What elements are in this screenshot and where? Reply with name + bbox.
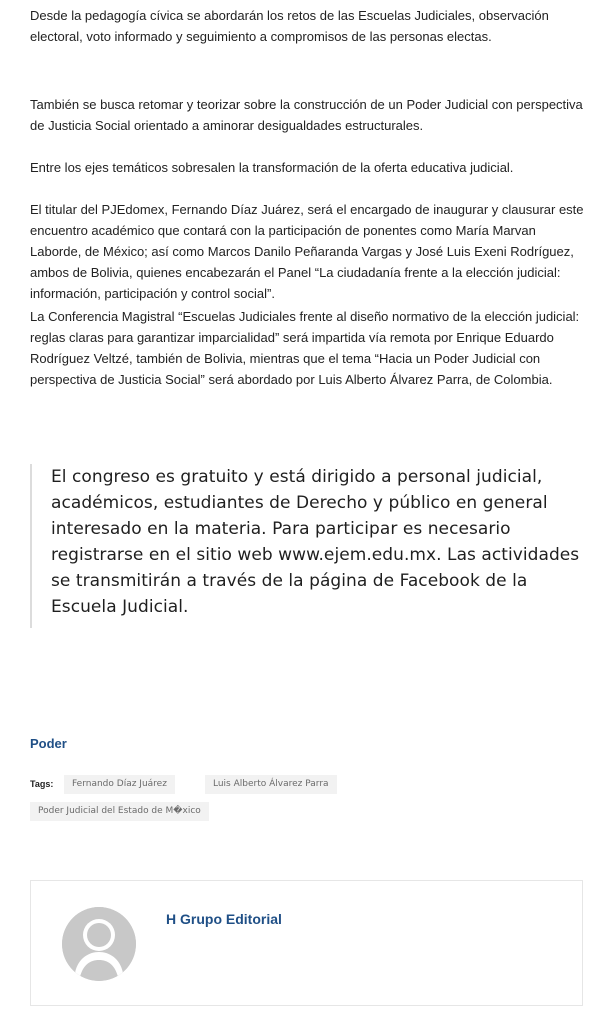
article-paragraph: También se busca retomar y teorizar sobre la construcción de un Poder Judicial con perspectiva de Justicia Social orientado a aminorar desigualdades estructurales. [30,97,583,133]
article-paragraph: La Conferencia Magistral “Escuelas Judiciales frente al diseño normativo de la elección judicial: reglas claras para garantizar imparcialidad” será impartida vía remota por Enrique Eduardo Rodríguez Veltzé, también de Bolivia, mientras que el tema “Hacia un Poder Judicial con perspectiva de Justicia Social” será abordado por Luis Alberto Álvarez Parra, de Colombia. [30,309,580,387]
author-box [30,880,583,1006]
tag-link[interactable]: Poder Judicial del Estado de M�xico [30,802,209,821]
default-user-avatar-icon[interactable] [62,907,136,981]
category-link[interactable]: Poder [30,736,67,751]
article-blockquote [30,464,580,628]
tag-link[interactable]: Luis Alberto Álvarez Parra [205,775,337,794]
avatar-silhouette-icon [62,907,136,981]
article-paragraph: Desde la pedagogía cívica se abordarán los retos de las Escuelas Judiciales, observación electoral, voto informado y seguimiento a compromisos de las personas electas. [30,8,549,44]
article-paragraph: Entre los ejes temáticos sobresalen la transformación de la oferta educativa judicial. [30,160,514,175]
tag-link[interactable]: Fernando Díaz Juárez [64,775,175,794]
tags-label: Tags: [30,779,54,789]
blockquote-text: El congreso es gratuito y está dirigido a personal judicial, académicos, estudiantes de Derecho y público en general interesado en la materia. Para participar es necesario registrarse en el sitio web www.ejem.edu.mx. Las actividades se transmitirán a través de la página de Facebook de la Escuela Judicial. [51,467,580,617]
author-name-link[interactable]: H Grupo Editorial [166,911,282,927]
article-paragraph: El titular del PJEdomex, Fernando Díaz Juárez, será el encargado de inaugurar y clausurar este encuentro académico que contará con la participación de ponentes como María Marvan Laborde, de México; así como Marcos Danilo Peñaranda Vargas y José Luis Exeni Rodríguez, ambos de Bolivia, quienes encabezarán el Panel “La ciudadanía frente a la elección judicial: información, participación y control social”. [30,202,584,301]
